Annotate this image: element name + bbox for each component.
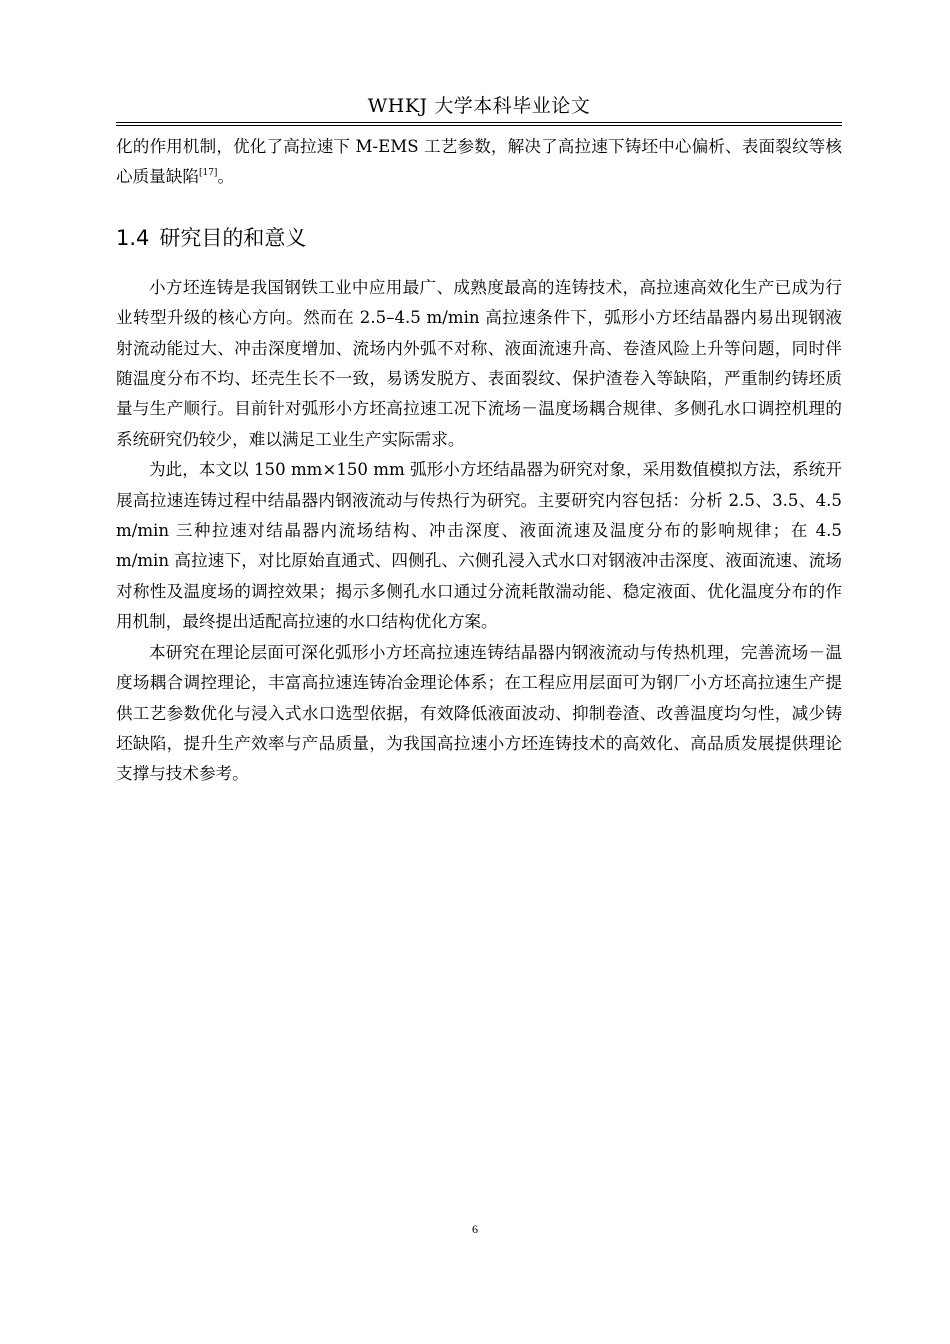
continued-paragraph-text: 化的作用机制，优化了高拉速下 M-EMS 工艺参数，解决了高拉速下铸坯中心偏析、表面裂纹等核心质量缺陷 <box>116 137 842 187</box>
section-heading <box>116 223 842 253</box>
continued-paragraph <box>116 132 842 193</box>
header-rule <box>116 122 842 123</box>
section-title: 研究目的和意义 <box>159 225 307 250</box>
continued-paragraph-end: 。 <box>217 167 235 187</box>
page-body <box>116 132 842 790</box>
body-paragraph-2: 为此，本文以 150 mm×150 mm 弧形小方坯结晶器为研究对象，采用数值模拟方法，系统开展高拉速连铸过程中结晶器内钢液流动与传热行为研究。主要研究内容包括：分析 2.5、3.5、4.5 m/min 三种拉速对结晶器内流场结构、冲击深度、液面流速及温度分布的影响规律；在 4.5 m/min 高拉速下，对比原始直通式、四侧孔、六侧孔浸入式水口对钢液冲击深度、液面流速、流场对称性及温度场的调控效果；揭示多侧孔水口通过分流耗散湍动能、稳定液面、优化温度分布的作用机制，最终提出适配高拉速的水口结构优化方案。 <box>116 460 842 632</box>
citation-ref: [17] <box>198 168 218 179</box>
body-paragraph-1: 小方坯连铸是我国钢铁工业中应用最广、成熟度最高的连铸技术，高拉速高效化生产已成为行业转型升级的核心方向。然而在 2.5–4.5 m/min 高拉速条件下，弧形小方坯结晶器内易出现钢液射流动能过大、冲击深度增加、流场内外弧不对称、液面流速升高、卷渣风险上升等问题，同时伴随温度分布不均、坯壳生长不一致，易诱发脱方、表面裂纹、保护渣卷入等缺陷，严重制约铸坯质量与生产顺行。目前针对弧形小方坯高拉速工况下流场－温度场耦合规律、多侧孔水口调控机理的系统研究仍较少，难以满足工业生产实际需求。 <box>116 277 842 449</box>
section-number: 1.4 <box>116 225 150 250</box>
body-paragraph-3: 本研究在理论层面可深化弧形小方坯高拉速连铸结晶器内钢液流动与传热机理，完善流场－温度场耦合调控理论，丰富高拉速连铸冶金理论体系；在工程应用层面可为钢厂小方坯高拉速生产提供工艺参数优化与浸入式水口选型依据，有效降低液面波动、抑制卷渣、改善温度均匀性，减少铸坯缺陷，提升生产效率与产品质量，为我国高拉速小方坯连铸技术的高效化、高品质发展提供理论支撑与技术参考。 <box>116 642 842 784</box>
running-header: WHKJ 大学本科毕业论文 <box>367 95 591 117</box>
page-number: 6 <box>472 1222 478 1236</box>
header-rule-thick <box>116 125 842 126</box>
